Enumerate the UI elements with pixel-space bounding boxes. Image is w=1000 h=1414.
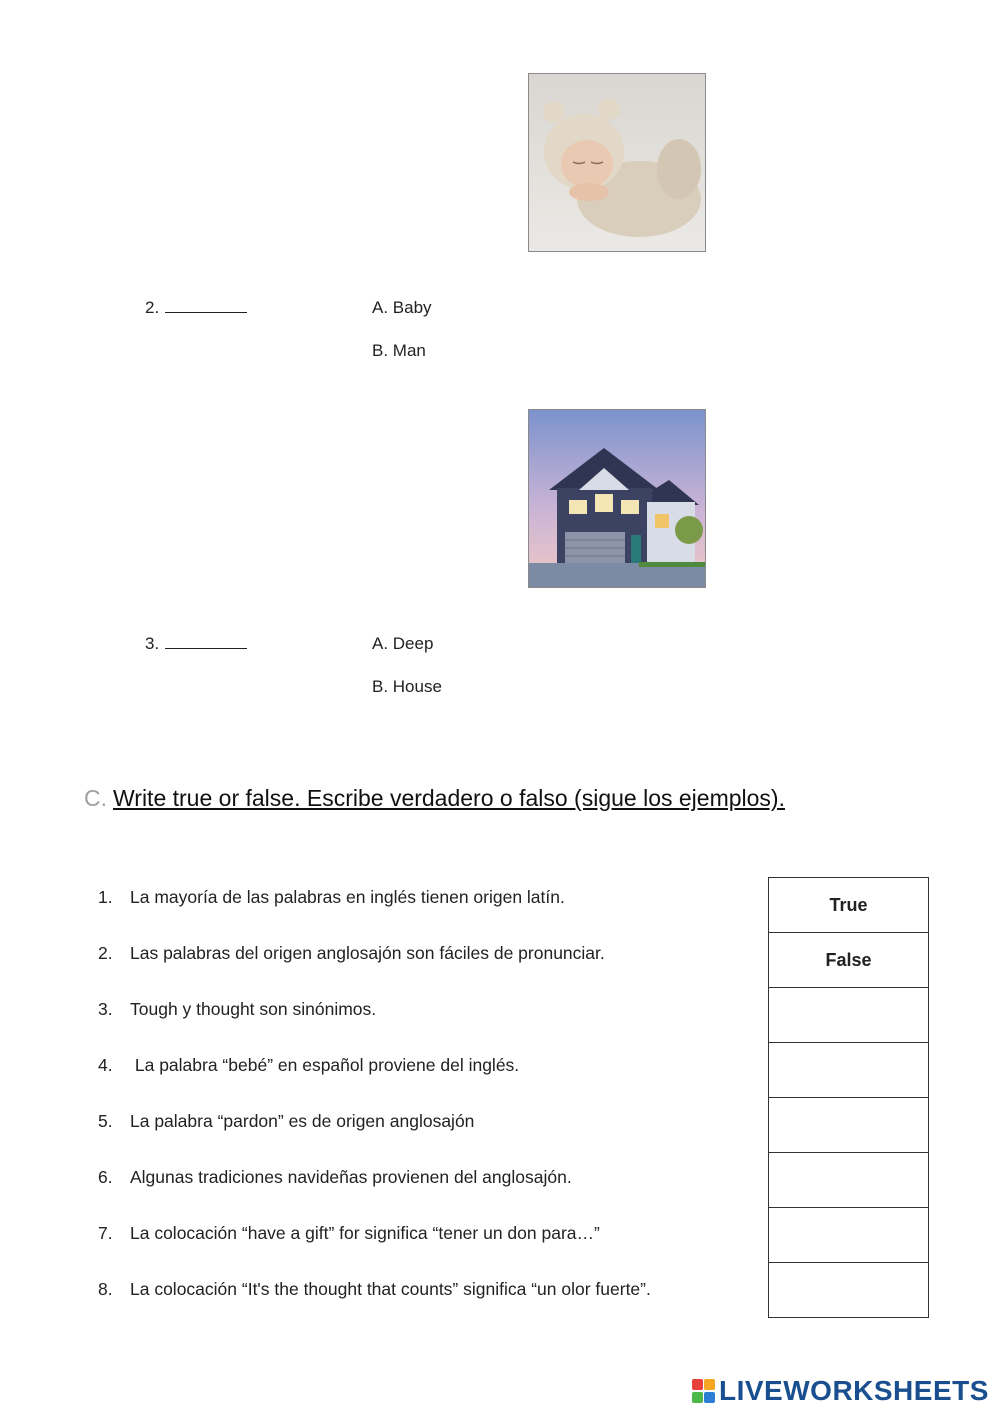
answer-table: [768, 877, 929, 1318]
statement-item: [98, 999, 758, 1020]
option-a: A. Deep: [372, 634, 434, 653]
question-number-label: 2.: [145, 298, 160, 317]
option-a: A. Baby: [372, 298, 432, 317]
answer-cell[interactable]: [769, 1208, 929, 1263]
statement-text: La palabra “bebé” en español proviene del inglés.: [130, 1055, 520, 1075]
answer-cell[interactable]: False: [769, 933, 929, 988]
statement-number: 7.: [98, 1223, 113, 1243]
answer-cell[interactable]: [769, 988, 929, 1043]
statement-number: 4.: [98, 1055, 113, 1075]
answer-cell[interactable]: [769, 1043, 929, 1098]
answer-cell[interactable]: True: [769, 878, 929, 933]
answer-cell[interactable]: [769, 1263, 929, 1318]
statement-item: [98, 1167, 758, 1188]
statement-item: [98, 1111, 758, 1132]
option-b: B. House: [372, 677, 442, 696]
statement-number: 6.: [98, 1167, 113, 1187]
logo-text: LIVEWORKSHEETS: [719, 1375, 989, 1406]
question-number: [145, 634, 247, 654]
statement-number: 3.: [98, 999, 113, 1019]
statement-item: [98, 887, 758, 908]
liveworksheets-logo-icon: [692, 1378, 716, 1404]
statement-item: [98, 943, 758, 964]
statement-number: 2.: [98, 943, 113, 963]
option-b: B. Man: [372, 341, 426, 360]
answer-blank[interactable]: [165, 298, 247, 313]
section-title: Write true or false. Escribe verdadero o falso (sigue los ejemplos).: [113, 785, 785, 811]
statement-item: [98, 1223, 758, 1244]
section-letter: C.: [84, 785, 107, 811]
statement-text: Algunas tradiciones navideñas provienen del anglosajón.: [130, 1167, 572, 1187]
statement-number: 1.: [98, 887, 113, 907]
question-number: [145, 298, 247, 318]
statement-item: [98, 1055, 758, 1076]
statement-number: 8.: [98, 1279, 113, 1299]
statement-text: Tough y thought son sinónimos.: [130, 999, 377, 1019]
statement-text: La palabra “pardon” es de origen anglosajón: [130, 1111, 475, 1131]
statement-text: La mayoría de las palabras en inglés tienen origen latín.: [130, 887, 565, 907]
statement-text: La colocación “It's the thought that counts” significa “un olor fuerte”.: [130, 1279, 651, 1299]
statement-number: 5.: [98, 1111, 113, 1131]
answer-cell[interactable]: [769, 1098, 929, 1153]
answer-cell[interactable]: [769, 1153, 929, 1208]
house-photo: [528, 409, 706, 588]
question-number-label: 3.: [145, 634, 160, 653]
statement-item: [98, 1279, 758, 1300]
baby-photo: [528, 73, 706, 252]
section-c-heading: [84, 785, 785, 812]
liveworksheets-logo: [692, 1372, 989, 1410]
statement-text: La colocación “have a gift” for significa “tener un don para…”: [130, 1223, 600, 1243]
statement-text: Las palabras del origen anglosajón son fáciles de pronunciar.: [130, 943, 605, 963]
answer-blank[interactable]: [165, 634, 247, 649]
